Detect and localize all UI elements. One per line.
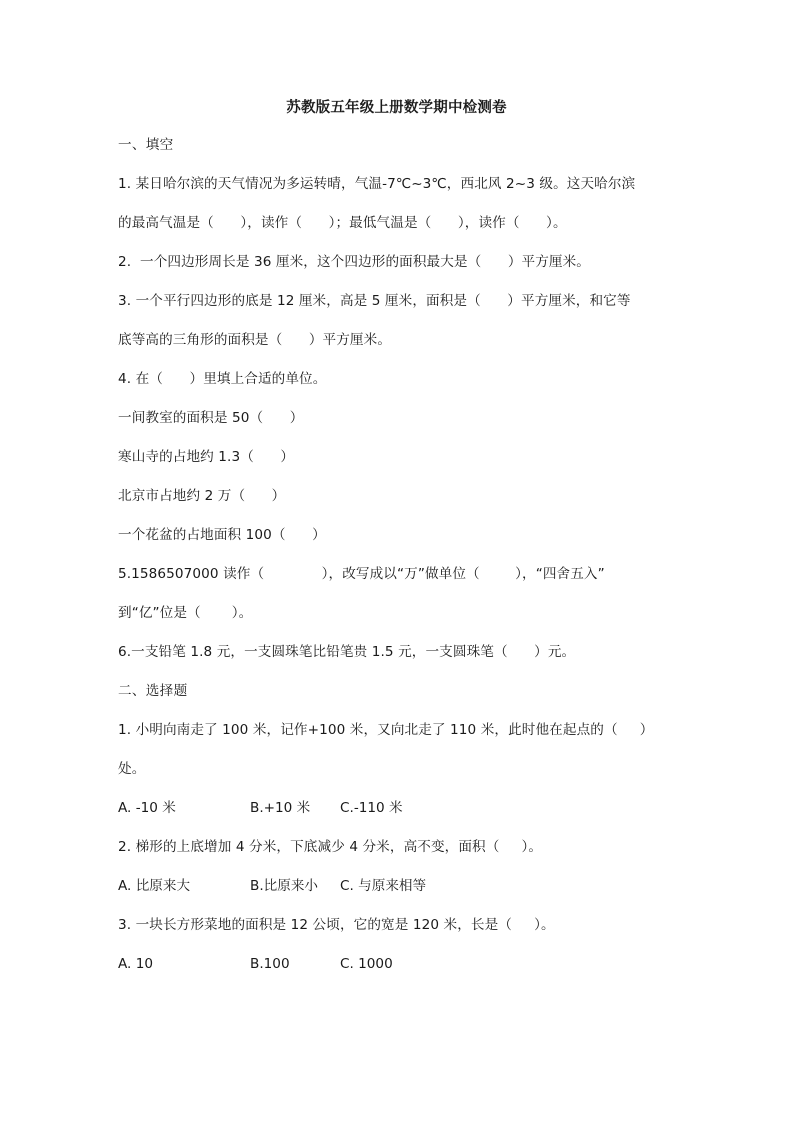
question-subitem: 一个花盆的占地面积 100（ ） (118, 527, 326, 543)
question-line: 处。 (118, 761, 146, 777)
question-6-fill (118, 633, 680, 672)
question-line: 3. 一个平行四边形的底是 12 厘米，高是 5 厘米，面积是（ ）平方厘米，和它等 (118, 293, 631, 309)
question-3-fill (118, 282, 680, 360)
question-subitem: 寒山寺的占地约 1.3（ ） (118, 449, 295, 465)
question-line: 4. 在（ ）里填上合适的单位。 (118, 371, 327, 387)
option-row (118, 789, 680, 828)
section-heading-multiple-choice: 二、选择题 (118, 683, 188, 699)
question-line: 的最高气温是（ ），读作（ ）；最低气温是（ ），读作（ ）。 (118, 215, 567, 231)
option-b[interactable]: B.比原来小 (250, 878, 319, 894)
question-line: 6.一支铅笔 1.8 元，一支圆珠笔比铅笔贵 1.5 元，一支圆珠笔（ ）元。 (118, 644, 576, 660)
question-line: 3. 一块长方形菜地的面积是 12 公顷，它的宽是 120 米，长是（ ）。 (118, 917, 555, 933)
question-line: 1. 某日哈尔滨的天气情况为多运转晴，气温-7℃~3℃，西北风 2~3 级。这天哈尔滨 (118, 176, 636, 192)
exam-content (118, 126, 680, 984)
question-line: 到“亿”位是（ ）。 (118, 605, 253, 621)
question-subitem: 北京市占地约 2 万（ ） (118, 488, 286, 504)
question-3-choice (118, 906, 680, 984)
option-row (118, 945, 680, 984)
question-line: 1. 小明向南走了 100 米，记作+100 米，又向北走了 110 米，此时他在起点的（ ） (118, 722, 654, 738)
option-b[interactable]: B.+10 米 (250, 800, 311, 816)
option-row (118, 867, 680, 906)
question-line: 2. 梯形的上底增加 4 分米，下底减少 4 分米，高不变，面积（ ）。 (118, 839, 543, 855)
option-a[interactable]: A. 比原来大 (118, 878, 191, 894)
question-subitem: 一间教室的面积是 50（ ） (118, 410, 304, 426)
question-line: 底等高的三角形的面积是（ ）平方厘米。 (118, 332, 392, 348)
option-a[interactable]: A. -10 米 (118, 800, 176, 816)
question-5-fill (118, 555, 680, 633)
page-title: 苏教版五年级上册数学期中检测卷 (286, 100, 507, 116)
question-line: 2. 一个四边形周长是 36 厘米，这个四边形的面积最大是（ ）平方厘米。 (118, 254, 590, 270)
option-c[interactable]: C. 1000 (340, 956, 393, 972)
question-2-choice (118, 828, 680, 906)
option-b[interactable]: B.100 (250, 956, 290, 972)
question-1-fill (118, 165, 680, 243)
question-2-fill (118, 243, 680, 282)
question-line: 5.1586507000 读作（ ），改写成以“万”做单位（ ），“四舍五入” (118, 566, 605, 582)
question-1-choice (118, 711, 680, 828)
question-4-fill (118, 360, 680, 555)
option-c[interactable]: C.-110 米 (340, 800, 403, 816)
option-a[interactable]: A. 10 (118, 956, 153, 972)
section-heading-fill-in-blank: 一、填空 (118, 137, 174, 153)
option-c[interactable]: C. 与原来相等 (340, 878, 427, 894)
